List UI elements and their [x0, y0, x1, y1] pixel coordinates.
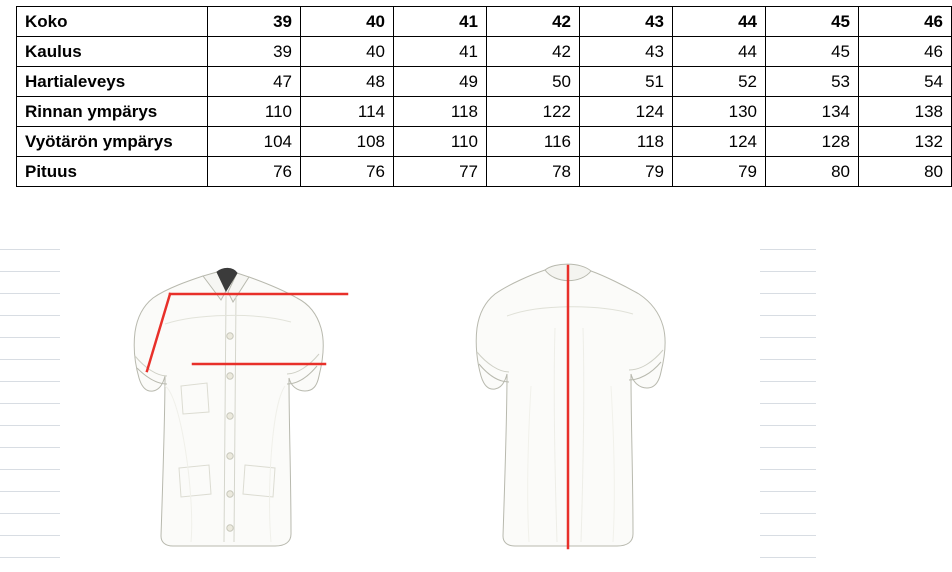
table-cell: 45 [766, 37, 859, 67]
table-cell: 124 [673, 127, 766, 157]
row-label: Pituus [17, 157, 208, 187]
table-cell: 47 [208, 67, 301, 97]
table-cell: 134 [766, 97, 859, 127]
row-label: Kaulus [17, 37, 208, 67]
table-cell: 79 [673, 157, 766, 187]
table-cell: 43 [580, 37, 673, 67]
table-cell: 52 [673, 67, 766, 97]
table-cell: 76 [208, 157, 301, 187]
table-cell: 42 [487, 7, 580, 37]
table-cell: 80 [766, 157, 859, 187]
table-cell: 79 [580, 157, 673, 187]
table-row [17, 157, 952, 187]
table-cell: 41 [394, 7, 487, 37]
table-cell: 77 [394, 157, 487, 187]
table-cell: 51 [580, 67, 673, 97]
table-cell: 45 [766, 7, 859, 37]
table-cell: 118 [394, 97, 487, 127]
table-cell: 40 [301, 37, 394, 67]
table-cell: 110 [394, 127, 487, 157]
table-cell: 78 [487, 157, 580, 187]
row-label: Rinnan ympärys [17, 97, 208, 127]
shirt-front-illustration [95, 236, 425, 566]
table-cell: 122 [487, 97, 580, 127]
size-chart-table-wrapper [16, 6, 943, 187]
row-label: Koko [17, 7, 208, 37]
row-label: Hartialeveys [17, 67, 208, 97]
row-label: Vyötärön ympärys [17, 127, 208, 157]
table-cell: 44 [673, 37, 766, 67]
table-cell: 42 [487, 37, 580, 67]
table-row [17, 97, 952, 127]
shirt-back-illustration [435, 236, 765, 566]
table-row [17, 127, 952, 157]
shirt-illustrations [0, 236, 816, 572]
table-cell: 110 [208, 97, 301, 127]
table-cell: 53 [766, 67, 859, 97]
table-cell: 114 [301, 97, 394, 127]
table-cell: 49 [394, 67, 487, 97]
table-cell: 43 [580, 7, 673, 37]
table-cell: 44 [673, 7, 766, 37]
table-cell: 104 [208, 127, 301, 157]
table-cell: 108 [301, 127, 394, 157]
table-cell: 48 [301, 67, 394, 97]
size-chart-table [16, 6, 952, 187]
table-cell: 39 [208, 37, 301, 67]
table-cell: 46 [859, 7, 952, 37]
table-cell: 128 [766, 127, 859, 157]
table-cell: 130 [673, 97, 766, 127]
table-cell: 76 [301, 157, 394, 187]
table-cell: 138 [859, 97, 952, 127]
table-cell: 39 [208, 7, 301, 37]
table-cell: 41 [394, 37, 487, 67]
table-cell: 116 [487, 127, 580, 157]
table-row [17, 37, 952, 67]
table-row [17, 67, 952, 97]
table-cell: 118 [580, 127, 673, 157]
table-row [17, 7, 952, 37]
table-cell: 124 [580, 97, 673, 127]
table-cell: 46 [859, 37, 952, 67]
table-cell: 54 [859, 67, 952, 97]
table-cell: 80 [859, 157, 952, 187]
table-cell: 40 [301, 7, 394, 37]
table-cell: 132 [859, 127, 952, 157]
table-cell: 50 [487, 67, 580, 97]
